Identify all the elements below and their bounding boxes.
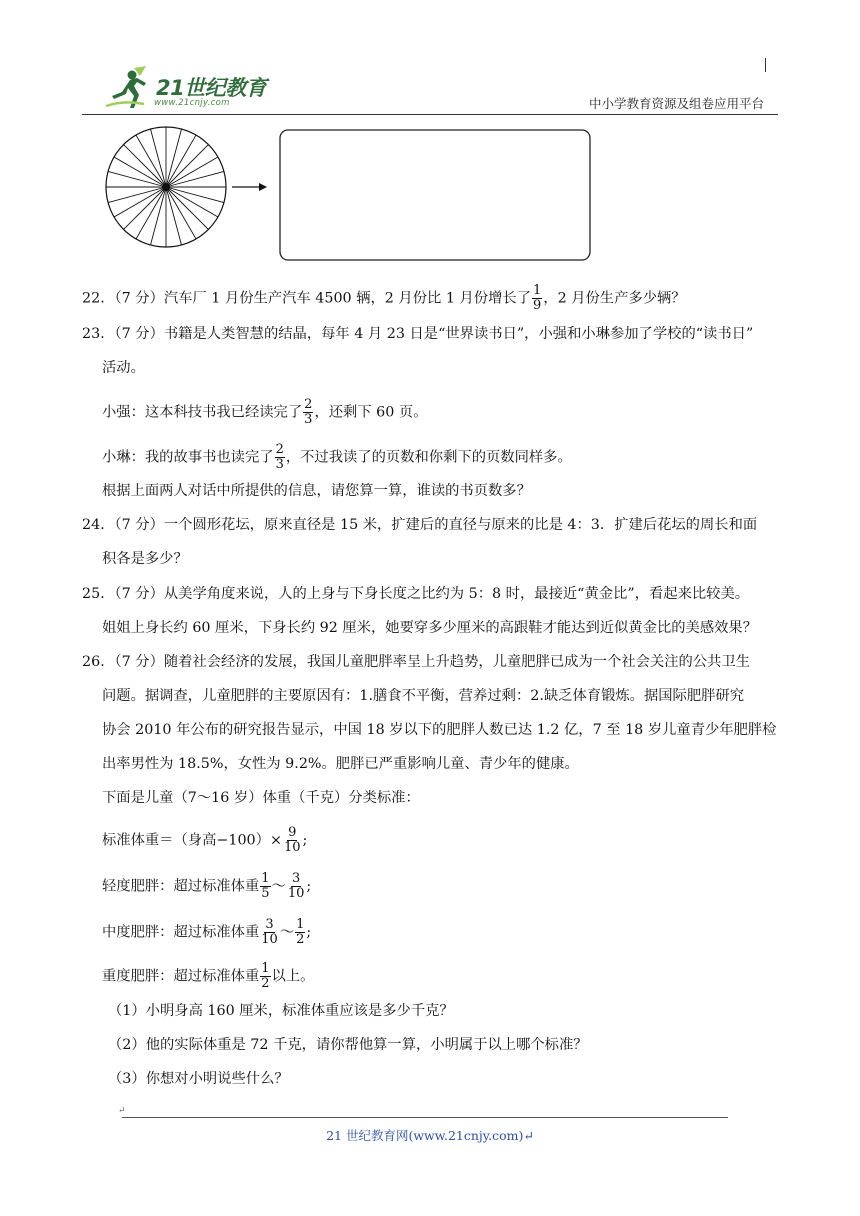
answer-box xyxy=(280,130,590,260)
xiaolin-dialog: 小琳：我的故事书也读完了 $\frac{2}{3}$ ，不过我读了的页数和你剩下的页数同样多。 xyxy=(102,442,572,472)
corner-mark xyxy=(765,58,766,72)
sector-line xyxy=(108,187,166,203)
sector-line xyxy=(150,129,166,187)
sector-circle xyxy=(106,127,226,247)
logo-title: 21世纪教育 xyxy=(156,76,267,100)
fraction: $\frac{3}{10}$ xyxy=(287,871,305,901)
sector-line xyxy=(166,187,182,245)
circle-figure xyxy=(96,124,596,264)
site-logo xyxy=(104,66,279,112)
fraction: $\frac{2}{3}$ xyxy=(275,442,284,472)
question-25-line1: 25．（7 分）从美学角度来说，人的上身与下身长度之比约为 5：8 时，最接近“黄金比”，看起来比较美。 xyxy=(82,586,750,602)
fraction: $\frac{1}{2}$ xyxy=(261,961,270,991)
question-23-ask: 根据上面两人对话中所提供的信息，请您算一算，谁读的书页数多？ xyxy=(102,483,531,499)
severe-obesity: 重度肥胖：超过标准体重 $\frac{1}{2}$ 以上。 xyxy=(102,961,315,991)
sub-question-3: （3）你想对小明说些什么？ xyxy=(108,1071,289,1087)
question-23-line2: 活动。 xyxy=(102,360,145,376)
arrow-icon xyxy=(259,183,267,191)
sector-line xyxy=(166,171,224,187)
question-22: 22．（7 分）汽车厂 1 月份生产汽车 4500 辆，2 月份比 1 月份增长了 $\frac{1}{9}$ ，2 月份生产多少辆？ xyxy=(82,283,686,313)
question-26-line2: 问题。据调查，儿童肥胖的主要原因有：1.膳食不平衡，营养过剩：2.缺乏体育锻炼。据国际肥胖研究 xyxy=(102,688,745,704)
fraction: $\frac{9}{10}$ xyxy=(283,825,301,855)
standard-weight-formula: 标准体重＝（身高−100）× $\frac{9}{10}$ ; xyxy=(102,825,308,855)
circle-center xyxy=(162,183,170,191)
sector-line xyxy=(150,187,166,245)
question-26-line1: 26．（7 分）随着社会经济的发展，我国儿童肥胖率呈上升趋势，儿童肥胖已成为一个社会关注的公共卫生 xyxy=(82,654,751,670)
question-24-line2: 积各是多少？ xyxy=(102,551,188,567)
sector-line xyxy=(166,129,182,187)
xiaoqiang-dialog: 小强：这本科技书我已经读完了 $\frac{2}{3}$ ，还剩下 60 页。 xyxy=(102,397,428,427)
standard-intro: 下面是儿童（7～16 岁）体重（千克）分类标准： xyxy=(102,790,420,806)
mild-obesity: 轻度肥胖：超过标准体重 $\frac{1}{5}$ ～ $\frac{3}{10}$ ; xyxy=(102,871,312,901)
logo-url: www.21cnjy.com xyxy=(154,98,230,108)
platform-title: 中小学教育资源及组卷应用平台 xyxy=(588,96,764,111)
question-26-line4: 出率男性为 18.5%，女性为 9.2%。肥胖已严重影响儿童、青少年的健康。 xyxy=(102,756,579,772)
footer-link[interactable]: 21 世纪教育网(www.21cnjy.com)↵ xyxy=(326,1128,534,1143)
header-divider xyxy=(82,114,778,115)
sub-question-1: （1）小明身高 160 厘米，标准体重应该是多少千克？ xyxy=(108,1003,454,1019)
question-25-line2: 姐姐上身长约 60 厘米，下身长约 92 厘米，她要穿多少厘米的高跟鞋才能达到近似黄金比的美感效果？ xyxy=(102,620,758,636)
sector-line xyxy=(108,171,166,187)
fraction: $\frac{1}{2}$ xyxy=(296,917,305,947)
runner-logo-icon xyxy=(104,66,156,110)
fraction: $\frac{1}{9}$ xyxy=(533,283,542,313)
footer-divider xyxy=(122,1117,728,1118)
fraction: $\frac{3}{10}$ xyxy=(261,917,278,947)
fraction: $\frac{2}{3}$ xyxy=(304,397,313,427)
question-26-line3: 协会 2010 年公布的研究报告显示，中国 18 岁以下的肥胖人数已达 1.2 亿，7 至 18 岁儿童青少年肥胖检 xyxy=(102,722,777,738)
return-mark: ↵ xyxy=(118,1106,126,1116)
sub-question-2: （2）他的实际体重是 72 千克，请你帮他算一算，小明属于以上哪个标准？ xyxy=(108,1037,588,1053)
sector-line xyxy=(166,187,224,203)
moderate-obesity: 中度肥胖：超过标准体重 $\frac{3}{10}$ ～ $\frac{1}{2}$ ; xyxy=(102,917,312,947)
question-23-line1: 23．（7 分）书籍是人类智慧的结晶，每年 4 月 23 日是“世界读书日”，小强和小琳参加了学校的“读书日” xyxy=(82,326,754,342)
fraction: $\frac{1}{5}$ xyxy=(261,871,270,901)
question-24-line1: 24．（7 分）一个圆形花坛，原来直径是 15 米，扩建后的直径与原来的比是 4：3．扩建后花坛的周长和面 xyxy=(82,517,758,533)
